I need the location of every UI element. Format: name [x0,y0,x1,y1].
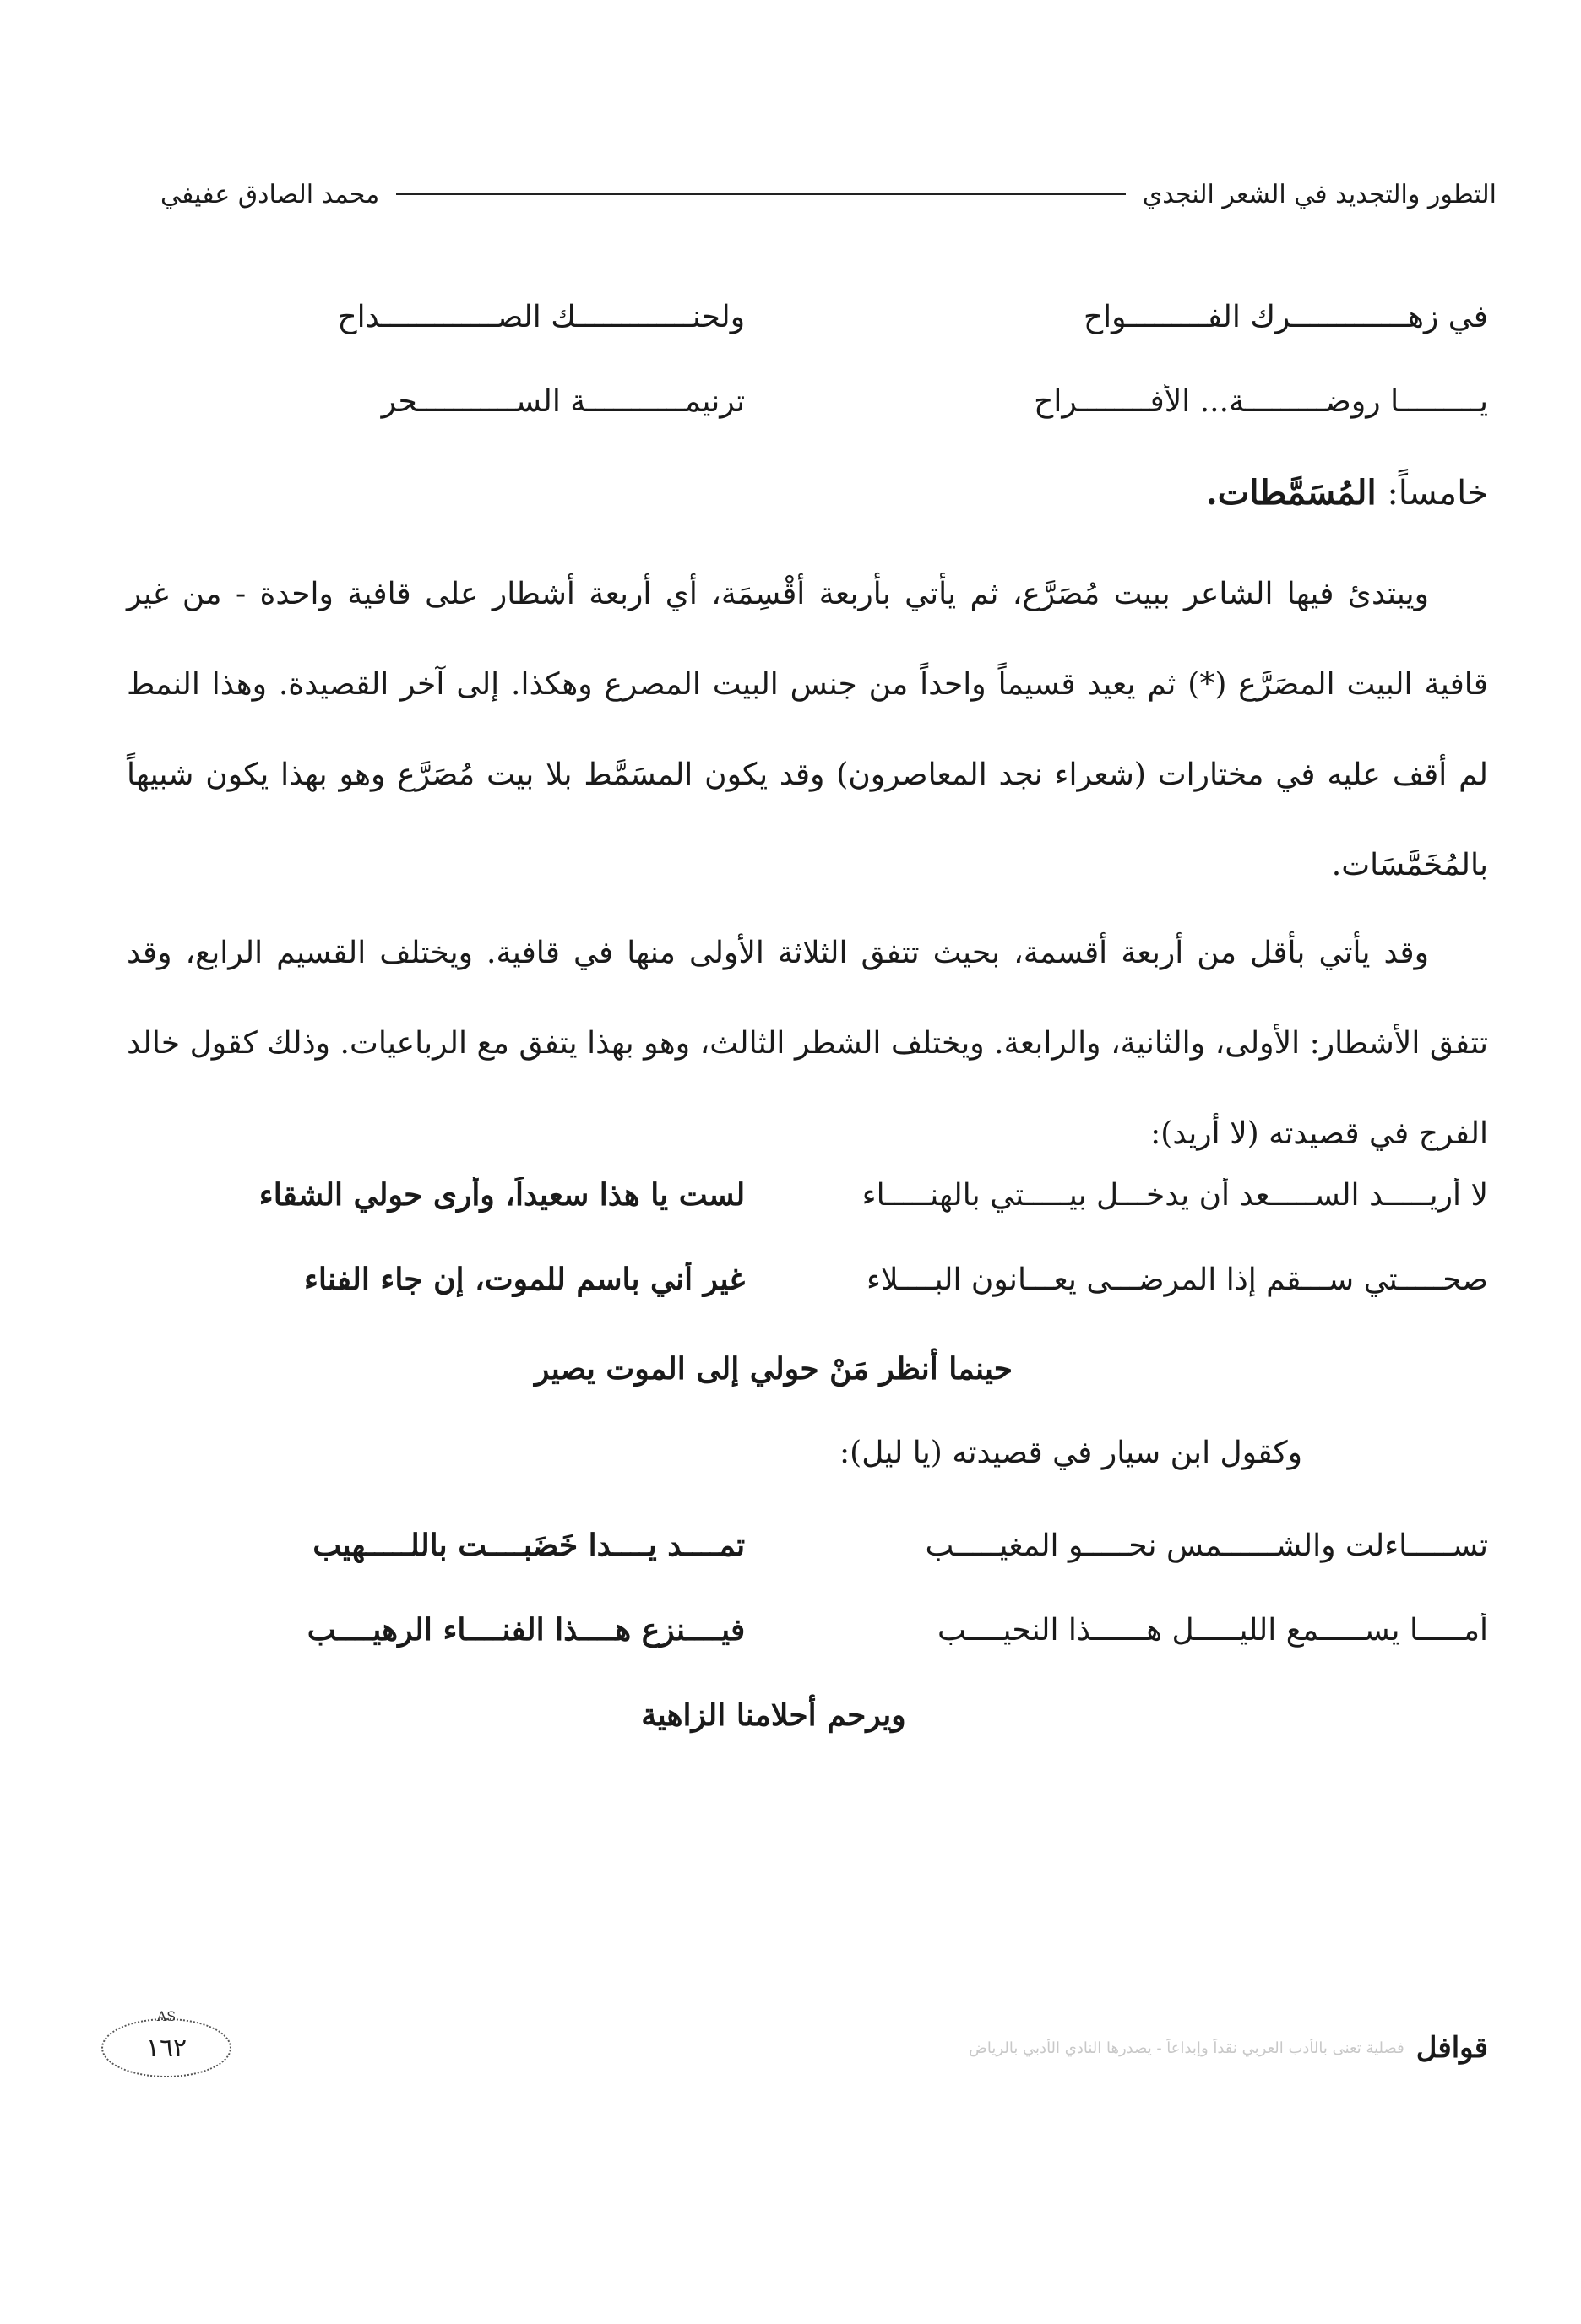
poem-verse [59,1516,1488,1575]
paragraph-text: ويبتدئ فيها الشاعر ببيت مُصَرَّع، ثم يأتي بأربعة أقْسِمَة، أي أربعة أشطار على قافية واحدة - من غير قافية البيت المصَرَّع (*) ثم يعيد قسيماً واحداً من جنس البيت المصرع وهكذا. إلى آخر القصيدة. وهذا النمط لم أقف عليه في مختارات (شعراء نجد المعاصرون) وقد يكون المسَمَّط بلا بيت مُصَرَّع وهو بهذا يكون شبيهاً بالمُخَمَّسَات. [127,577,1488,882]
body-paragraph [127,549,1488,910]
quote-intro: وكقول ابن سيار في قصيدته (يا ليل): [839,1436,1302,1470]
badge-mark: AS [156,2008,177,2024]
verse-hemistich-first: صحـــــتي ســـقم إذا المرضـــى يعـــانون البــــلاء [867,1262,1488,1297]
verse-hemistich-second: فيــــنزع هــــذا الفنــــاء الرهيــــب [307,1612,746,1648]
author-name: محمد الصادق عفيفي [160,179,380,209]
journal-slogan: فصلية تعنى بالأدب العربي نقداً وإبداعاً - يصدرها النادي الأدبي بالرياض [969,2039,1404,2057]
body-paragraph [127,908,1488,1179]
page-number-badge [101,2008,231,2077]
running-header [160,169,1497,220]
poem-closing-line: حينما أنظر مَنْ حولي إلى الموت يصير [534,1351,1013,1387]
verse-hemistich-second: لست يا هذا سعيداً، وأرى حولي الشقاء [258,1177,746,1213]
verse-hemistich-second: ترنيمـــــــــــة الســـــــــــحر [381,383,746,419]
verse-hemistich-second: ولحنـــــــــــــك الصـــــــــــــداح [337,299,746,334]
verse-hemistich-second: تمــــد يــــدا خَضَبــــت باللـــــهيب [312,1528,746,1563]
page-number: ١٦٢ [145,2033,187,2063]
page-footer [101,2008,1488,2077]
section-title: المُسَمَّطات. [1205,473,1377,513]
verse-hemistich-second: غير أني باسم للموت، إن جاء الفناء [303,1262,746,1297]
poem-closing-line: ويرحم أحلامنا الزاهية [641,1697,906,1733]
section-label: خامساً: [1387,474,1488,513]
poem-verse [59,1600,1488,1659]
verse-hemistich-first: أمـــــا يســـــمع الليـــــل هــــــذا النحيــــب [937,1612,1488,1648]
section-heading [1206,473,1488,513]
opening-verse [59,287,1488,346]
paragraph-text: وقد يأتي بأقل من أربعة أقسمة، بحيث تتفق الثلاثة الأولى منها في قافية. ويختلف القسيم الرابع، وقد تتفق الأشطار: الأولى، والثانية، والرابعة. ويختلف الشطر الثالث، وهو بهذا يتفق مع الرباعيات. وذلك كقول خالد الفرج في قصيدته (لا أريد): [127,936,1488,1151]
verse-hemistich-first: تســـــاءلت والشــــــمس نحـــــو المغيـــــب [925,1528,1488,1563]
journal-name: قوافل [1415,2031,1488,2065]
opening-verse [59,372,1488,431]
verse-hemistich-first: يـــــــــا روضـــــــــة... الأفــــــــراح [1034,383,1488,419]
poem-verse [59,1165,1488,1224]
book-title: التطور والتجديد في الشعر النجدي [1142,179,1497,209]
poem-verse [59,1250,1488,1309]
verse-hemistich-first: في زهـــــــــــــرك الفـــــــــواح [1083,299,1488,334]
verse-hemistich-first: لا أريـــــد الســـــعد أن يدخـــل بيـــــتي بالهنـــــاء [861,1177,1488,1213]
header-rule [396,193,1126,195]
